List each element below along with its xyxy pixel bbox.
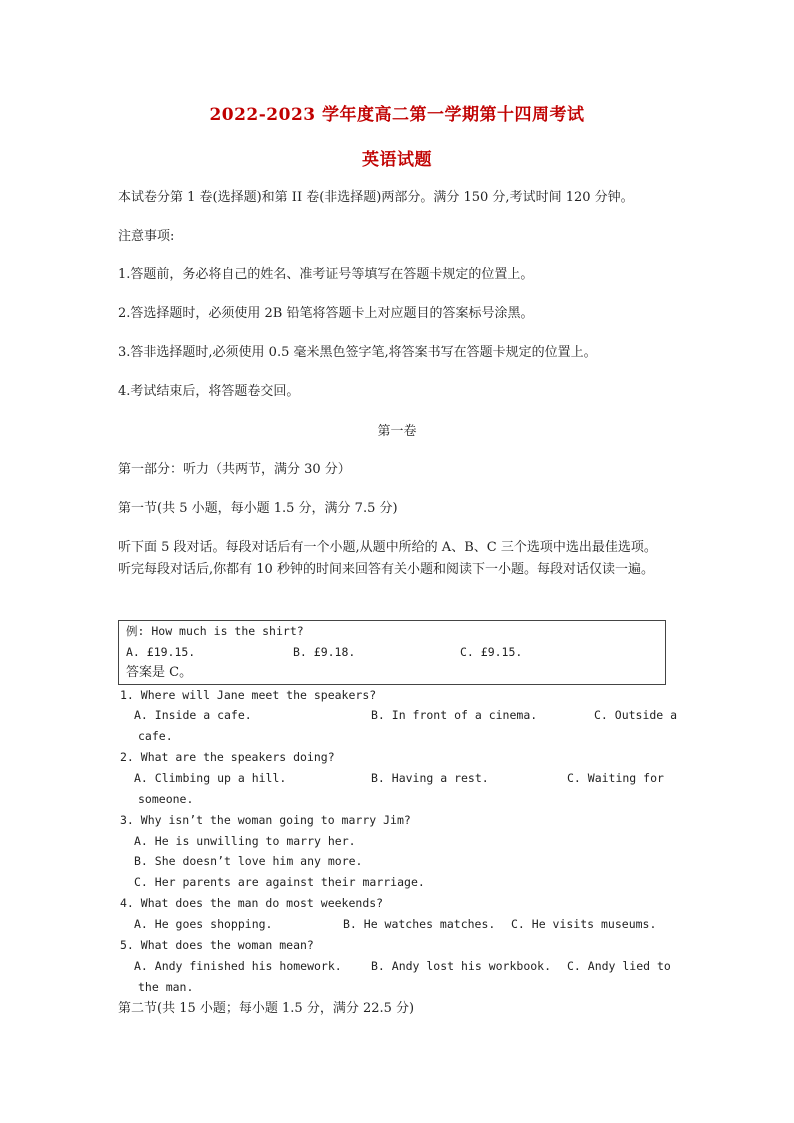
q5-option-b: B. Andy lost his workbook. [371, 959, 552, 973]
q2-option-c: C. Waiting for [567, 771, 664, 785]
notice-heading: 注意事项: [118, 229, 175, 244]
q1-option-a: A. Inside a cafe. [134, 708, 252, 722]
example-option-a: A. £19.15. [126, 645, 196, 659]
example-option-c: C. £9.15. [460, 645, 523, 659]
instruction-line: 听下面 5 段对话。每段对话后有一个小题,从题中所给的 A、B、C 三个选项中选出最佳选项。 [118, 540, 657, 555]
q4-option-c: C. He visits museums. [511, 917, 657, 931]
q1-option-c: C. Outside a [594, 708, 678, 722]
notice-item: 3.答非选择题时,必须使用 0.5 毫米黑色签字笔,将答案书写在答题卡规定的位置上。 [118, 345, 597, 360]
q4-option-b: B. He watches matches. [343, 917, 496, 931]
notice-item: 2.答选择题时，必须使用 2B 铅笔将答题卡上对应题目的答案标号涂黑。 [118, 306, 534, 321]
q2-option-c-cont: someone. [138, 792, 194, 806]
subject-title: 英语试题 [362, 150, 432, 170]
q5-option-c-cont: the man. [138, 980, 194, 994]
notice-item: 4.考试结束后，将答题卷交回。 [118, 384, 300, 399]
q2-option-a: A. Climbing up a hill. [134, 771, 287, 785]
notice-item: 1.答题前，务必将自己的姓名、准考证号等填写在答题卡规定的位置上。 [118, 267, 534, 282]
q3-option-b: B. She doesn’t love him any more. [134, 854, 363, 868]
question-4: 4. What does the man do most weekends? [120, 896, 384, 910]
volume-heading: 第一卷 [377, 424, 417, 439]
example-option-b: B. £9.18. [293, 645, 356, 659]
q1-option-b: B. In front of a cinema. [371, 708, 538, 722]
example-question: 例: How much is the shirt? [126, 624, 304, 638]
question-1: 1. Where will Jane meet the speakers? [120, 688, 377, 702]
question-3: 3. Why isn’t the woman going to marry Jim? [120, 813, 411, 827]
instruction-line: 听完每段对话后,你都有 10 秒钟的时间来回答有关小题和阅读下一小题。每段对话仅读一遍。 [118, 562, 654, 577]
question-5: 5. What does the woman mean? [120, 938, 314, 952]
q3-option-a: A. He is unwilling to marry her. [134, 834, 356, 848]
section-heading: 第一节(共 5 小题，每小题 1.5 分，满分 7.5 分) [118, 501, 398, 516]
q5-option-c: C. Andy lied to [567, 959, 671, 973]
q2-option-b: B. Having a rest. [371, 771, 489, 785]
example-answer: 答案是 C。 [126, 665, 193, 680]
q5-option-a: A. Andy finished his homework. [134, 959, 342, 973]
q3-option-c: C. Her parents are against their marriage. [134, 875, 425, 889]
q4-option-a: A. He goes shopping. [134, 917, 273, 931]
part-heading: 第一部分：听力（共两节，满分 30 分） [118, 462, 351, 477]
exam-title: 2022-2023 学年度高二第一学期第十四周考试 [209, 105, 585, 125]
intro-text: 本试卷分第 1 卷(选择题)和第 II 卷(非选择题)两部分。满分 150 分,考试时间 120 分钟。 [118, 190, 634, 205]
section-heading: 第二节(共 15 小题；每小题 1.5 分，满分 22.5 分) [118, 1001, 415, 1016]
question-2: 2. What are the speakers doing? [120, 750, 335, 764]
q1-option-c-cont: cafe. [138, 729, 173, 743]
